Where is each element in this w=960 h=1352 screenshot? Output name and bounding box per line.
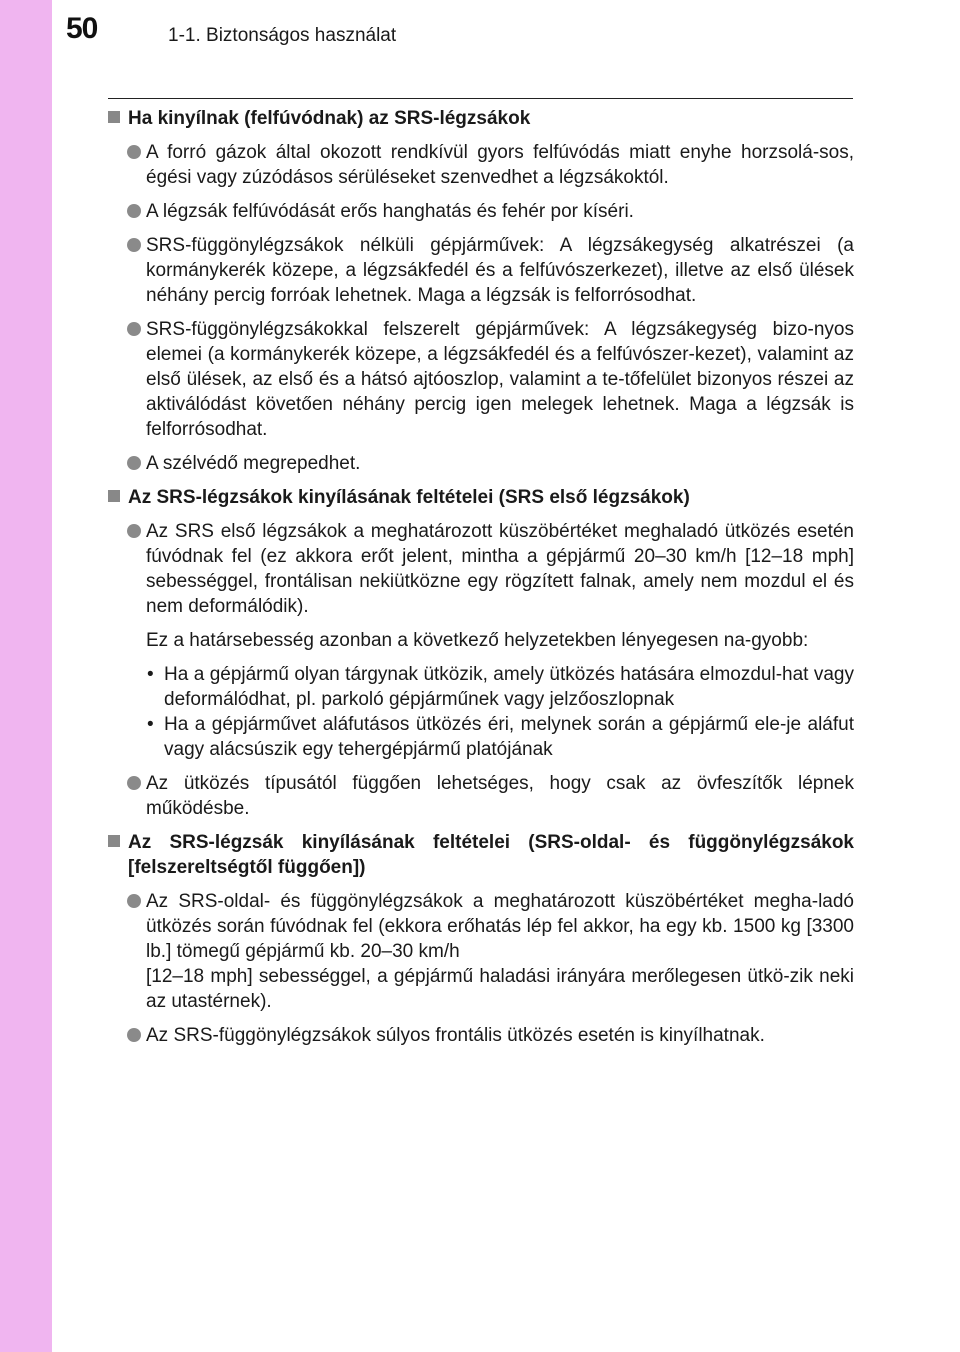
bullet-text: SRS-függönylégzsákok nélküli gépjárművek: A légzsákegység alkatrészei (a kormánykerék közepe, a légzsákfedél és a felfúvószerkezet), illetve az első ülések néhány percig forróak lehetnek. Maga a légzsák is felforrósodhat. [146, 235, 854, 306]
bullet-text: A szélvédő megrepedhet. [146, 453, 361, 474]
round-bullet-icon [127, 322, 141, 336]
round-bullet-icon [127, 776, 141, 790]
page-content [108, 106, 854, 1057]
round-bullet-icon [127, 524, 141, 538]
round-bullet-icon [127, 894, 141, 908]
chapter-color-band [0, 0, 52, 1352]
section-title: 1-1. Biztonságos használat [168, 25, 397, 46]
section-heading [108, 106, 854, 131]
bullet-item [108, 771, 854, 821]
round-bullet-icon [127, 1028, 141, 1042]
bullet-item [108, 140, 854, 190]
round-bullet-icon [127, 204, 141, 218]
sub-list [108, 662, 854, 762]
heading-text: Ha kinyílnak (felfúvódnak) az SRS-légzsákok [128, 108, 531, 129]
bullet-text: SRS-függönylégzsákokkal felszerelt gépjárművek: A légzsákegység bizo-nyos elemei (a kormánykerék közepe, a légzsákfedél és a felfúvószer-kezet), valamint az első ülések, az első és a hátsó ajtóoszlop, valamint a te-tőfelület bizonyos részei az aktiválódást követően néhány percig igen melegek lehetnek. Maga a légzsák is felforrósodhat. [146, 319, 854, 440]
bullet-item [108, 451, 854, 476]
bullet-text: Az SRS-függönylégzsákok súlyos frontális ütközés esetén is kinyílhatnak. [146, 1025, 765, 1046]
bullet-text: A légzsák felfúvódását erős hanghatás és fehér por kíséri. [146, 201, 634, 222]
square-bullet-icon [108, 490, 120, 502]
section-heading [108, 830, 854, 880]
heading-text: Az SRS-légzsák kinyílásának feltételei (SRS-oldal- és függönylégzsákok [felszereltségtől függően]) [128, 832, 854, 878]
heading-text: Az SRS-légzsákok kinyílásának feltételei (SRS első légzsákok) [128, 487, 690, 508]
paragraph: Ez a határsebesség azonban a következő helyzetekben lényegesen na-gyobb: [146, 630, 809, 651]
square-bullet-icon [108, 111, 120, 123]
sub-item-text: Ha a gépjárművet aláfutásos ütközés éri, melynek során a gépjármű ele-je aláfut vagy alácsúszik egy tehergépjármű platójának [164, 714, 854, 760]
bullet-text-continuation: [12–18 mph] sebességgel, a gépjármű haladási irányára merőlegesen ütkö-zik neki az utastérnek). [146, 966, 854, 1012]
bullet-text: Az SRS első légzsákok a meghatározott küszöbértéket meghaladó ütközés esetén fúvódnak fel (ez akkora erőt jelent, mintha a gépjármű 20–30 km/h [12–18 mph] sebességgel, frontálisan nekiütközne egy rögzített falnak, amely nem mozdul el és nem deformálódik). [146, 521, 854, 617]
square-bullet-icon [108, 835, 120, 847]
round-bullet-icon [127, 145, 141, 159]
dot-marker-icon: • [147, 714, 154, 735]
bullet-text: Az SRS-oldal- és függönylégzsákok a meghatározott küszöbértéket megha-ladó ütközés során fúvódnak fel (ekkora erőhatás lép fel akkor, ha egy kb. 1500 kg [3300 lb.] tömegű gépjármű kb. 20–30 km/h [146, 891, 854, 962]
bullet-item [108, 199, 854, 224]
round-bullet-icon [127, 456, 141, 470]
bullet-item [108, 889, 854, 1014]
bullet-item [108, 233, 854, 308]
section-heading [108, 485, 854, 510]
bullet-item [108, 317, 854, 442]
sub-item [108, 662, 854, 712]
header-divider [108, 98, 853, 99]
page-number: 50 [66, 12, 98, 45]
round-bullet-icon [127, 238, 141, 252]
bullet-text: A forró gázok által okozott rendkívül gyors felfúvódás miatt enyhe horzsolá-sos, égési vagy zúzódásos sérüléseket szenvedhet a légzsákoktól. [146, 142, 854, 188]
sub-item [108, 712, 854, 762]
bullet-text: Az ütközés típusától függően lehetséges, hogy csak az övfeszítők lépnek működésbe. [146, 773, 854, 819]
sub-item-text: Ha a gépjármű olyan tárgynak ütközik, amely ütközés hatására elmozdul-hat vagy deformálódhat, pl. parkoló gépjárműnek vagy jelzőoszlopnak [164, 664, 854, 710]
dot-marker-icon: • [147, 664, 154, 685]
bullet-item [108, 1023, 854, 1048]
bullet-item [108, 519, 854, 619]
